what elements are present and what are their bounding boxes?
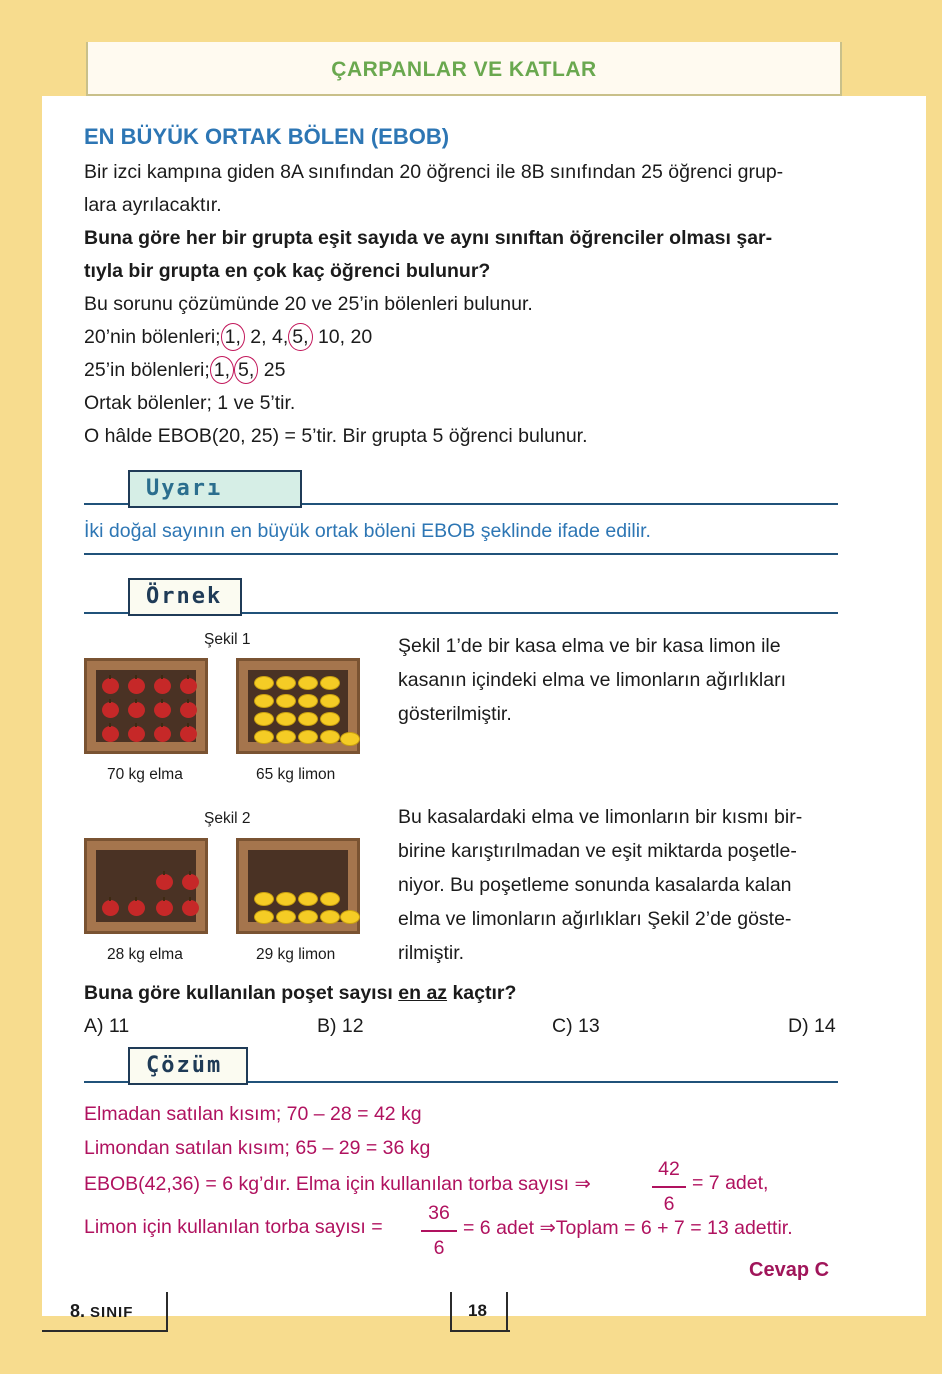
example-question (84, 977, 516, 1010)
ornek-tag-label: Örnek (146, 584, 223, 609)
lemon-crate-2 (236, 838, 360, 934)
figure-1-description (398, 629, 843, 731)
lemon-icon (320, 910, 340, 924)
text-line: rilmiştir. (398, 942, 465, 964)
lemon-icon (298, 730, 318, 744)
divisors-25-label: 25’in bölenleri; (84, 359, 210, 381)
solution-line-4: Limon için kullanılan torba sayısı = (84, 1216, 383, 1238)
lemon-caption-1: 65 kg limon (256, 766, 336, 783)
apple-icon (102, 678, 119, 694)
text-line: niyor. Bu poşetleme sonunda kasalarda kalan (398, 874, 792, 896)
fraction-numerator: 36 (428, 1202, 450, 1224)
grade-number: 8. (70, 1301, 86, 1321)
apple-crate-2 (84, 838, 208, 934)
page-header-title: ÇARPANLAR VE KATLAR (331, 58, 597, 81)
divisors-20-label: 20’nin bölenleri; (84, 326, 221, 348)
solution-line-1: Elmadan satılan kısım; 70 – 28 = 42 kg (84, 1103, 422, 1125)
question-suffix: kaçtır? (447, 982, 517, 1004)
lemon-icon (298, 910, 318, 924)
uyari-tag (128, 470, 302, 508)
lemon-caption-2: 29 kg limon (256, 946, 336, 963)
footer-tick-page-right (506, 1292, 508, 1332)
lemon-icon (276, 712, 296, 726)
option-b[interactable]: B) 12 (317, 1015, 364, 1037)
solution-line-3-suffix: = 7 adet, (692, 1172, 769, 1194)
divisor: 10, (317, 326, 346, 348)
lemon-crate-1 (236, 658, 360, 754)
divisor: 2, (250, 326, 267, 348)
apple-caption-2: 28 kg elma (107, 946, 183, 963)
fraction-denominator: 6 (663, 1192, 675, 1215)
lemon-icon (276, 730, 296, 744)
uyari-tag-label: Uyarı (146, 476, 223, 501)
lemon-icon (340, 732, 360, 746)
fraction-42-6 (652, 1158, 686, 1216)
text-line: Bu kasalardaki elma ve limonların bir kısmı bir- (398, 806, 803, 828)
divisor: 20 (350, 326, 373, 348)
grade-label (70, 1301, 133, 1322)
lemon-icon (254, 730, 274, 744)
cozum-tag-label: Çözüm (146, 1053, 223, 1078)
ornek-tag (128, 578, 242, 616)
cozum-tag (128, 1047, 248, 1085)
lemon-icon (320, 676, 340, 690)
footer-tick-left (166, 1292, 168, 1332)
fraction-numerator: 42 (658, 1158, 680, 1180)
figure-2-label: Şekil 2 (204, 810, 251, 827)
lemon-icon (320, 730, 340, 744)
option-d[interactable]: D) 14 (788, 1015, 836, 1037)
apple-icon (102, 726, 119, 742)
solution-line-3: EBOB(42,36) = 6 kg’dır. Elma için kullanılan torba sayısı ⇒ (84, 1173, 591, 1195)
lemon-icon (276, 892, 296, 906)
solve-line: Bu sorunu çözümünde 20 ve 25’in bölenleri bulunur. (84, 293, 533, 315)
apple-crate-1 (84, 658, 208, 754)
lemon-icon (276, 910, 296, 924)
text-line: kasanın içindeki elma ve limonların ağırlıkları (398, 669, 787, 691)
divisors-25-line (84, 354, 844, 387)
divisor-circled: 1, (210, 356, 234, 384)
footer-rule-left (42, 1330, 168, 1332)
solution-line-2: Limondan satılan kısım; 65 – 29 = 36 kg (84, 1137, 431, 1159)
footer-rule-right (450, 1330, 510, 1332)
lemon-icon (320, 694, 340, 708)
apple-icon (154, 726, 171, 742)
apple-icon (102, 702, 119, 718)
apple-caption-1: 70 kg elma (107, 766, 183, 783)
option-a[interactable]: A) 11 (84, 1015, 130, 1037)
divisor: 4, (271, 326, 289, 348)
apple-icon (182, 900, 199, 916)
lemon-icon (320, 712, 340, 726)
apple-icon (180, 678, 197, 694)
apple-icon (128, 702, 145, 718)
question-line-2: tıyla bir grupta en çok kaç öğrenci bulunur? (84, 260, 491, 282)
result-line: O hâlde EBOB(20, 25) = 5’tir. Bir grupta 5 öğrenci bulunur. (84, 425, 588, 447)
text-line: birine karıştırılmadan ve eşit miktarda poşetle- (398, 840, 797, 862)
lemon-icon (254, 892, 274, 906)
divisor: 25 (263, 359, 286, 381)
intro-text (84, 156, 844, 453)
fraction-36-6 (421, 1202, 457, 1260)
page-number: 18 (468, 1301, 487, 1320)
lemon-icon (320, 892, 340, 906)
apple-icon (128, 726, 145, 742)
fraction-bar (421, 1230, 457, 1232)
grade-word: SINIF (90, 1304, 134, 1321)
uyari-text: İki doğal sayının en büyük ortak böleni EBOB şeklinde ifade edilir. (84, 520, 651, 542)
lemon-icon (254, 694, 274, 708)
lemon-icon (340, 910, 360, 924)
lemon-icon (254, 676, 274, 690)
fraction-denominator: 6 (433, 1236, 445, 1259)
figure-1-label: Şekil 1 (204, 631, 251, 648)
apple-icon (156, 900, 173, 916)
section-title: EN BÜYÜK ORTAK BÖLEN (EBOB) (84, 124, 450, 149)
divisor-circled: 5, (234, 356, 258, 384)
uyari-bottom-rule (84, 553, 838, 555)
apple-icon (128, 900, 145, 916)
option-c[interactable]: C) 13 (552, 1015, 600, 1037)
lemon-icon (276, 676, 296, 690)
divisors-20-line (84, 321, 844, 354)
apple-icon (180, 702, 197, 718)
lemon-icon (298, 676, 318, 690)
apple-icon (154, 678, 171, 694)
apple-icon (180, 726, 197, 742)
apple-icon (182, 874, 199, 890)
question-underlined: en az (398, 982, 448, 1004)
apple-icon (154, 702, 171, 718)
answer-label: Cevap C (749, 1259, 830, 1281)
divisor-circled: 5, (288, 323, 312, 351)
lemon-icon (254, 910, 274, 924)
lemon-icon (298, 712, 318, 726)
figure-2-description (398, 800, 843, 970)
apple-icon (156, 874, 173, 890)
solution-line-4-suffix: = 6 adet ⇒Toplam = 6 + 7 = 13 adettir. (463, 1217, 793, 1239)
text-line: elma ve limonların ağırlıkları Şekil 2’de göste- (398, 908, 792, 930)
fraction-bar (652, 1186, 686, 1188)
intro-line-2: lara ayrılacaktır. (84, 194, 222, 216)
text-line: Şekil 1’de bir kasa elma ve bir kasa limon ile (398, 635, 781, 657)
footer-tick-page-left (450, 1292, 452, 1332)
question-prefix: Buna göre kullanılan poşet sayısı (84, 982, 399, 1004)
lemon-icon (276, 694, 296, 708)
lemon-icon (298, 892, 318, 906)
intro-line-1: Bir izci kampına giden 8A sınıfından 20 öğrenci ile 8B sınıfından 25 öğrenci grup- (84, 161, 784, 183)
divisor-circled: 1, (221, 323, 245, 351)
apple-icon (102, 900, 119, 916)
text-line: gösterilmiştir. (398, 703, 512, 725)
header-banner (86, 42, 842, 96)
apple-icon (128, 678, 145, 694)
lemon-icon (254, 712, 274, 726)
question-line-1: Buna göre her bir grupta eşit sayıda ve aynı sınıftan öğrenciler olması şar- (84, 227, 773, 249)
lemon-icon (298, 694, 318, 708)
common-divisors-line: Ortak bölenler; 1 ve 5’tir. (84, 392, 296, 414)
